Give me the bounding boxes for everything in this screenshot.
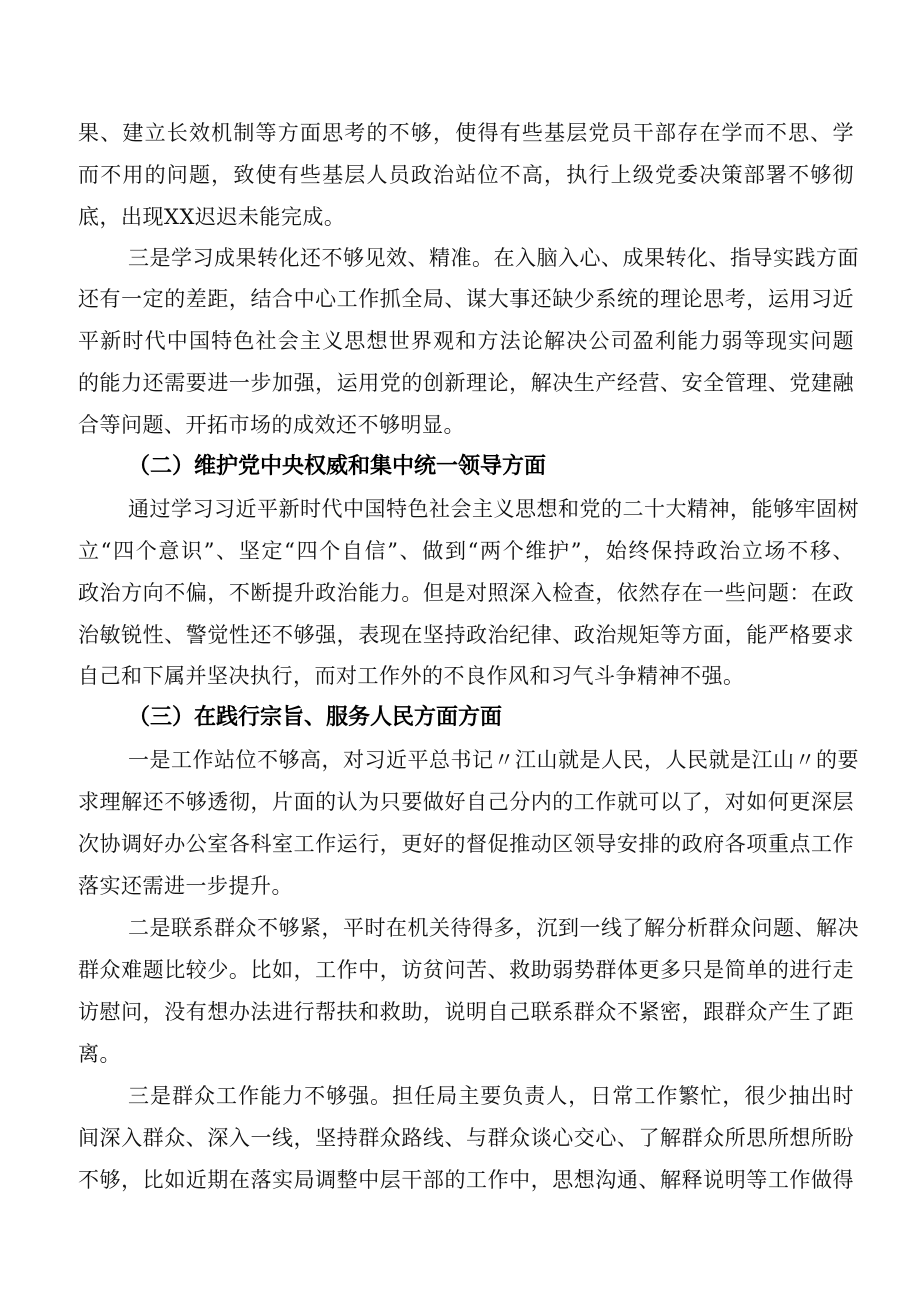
text-line: 不够，比如近期在落实局调整中层干部的工作中，思想沟通、解释说明等工作做得: [78, 1168, 854, 1192]
text-line: 二是联系群众不够紧，平时在机关待得多，沉到一线了解分析群众问题、解决: [128, 916, 859, 940]
text-line: 间深入群众、深入一线，坚持群众路线、与群众谈心交心、了解群众所思所想所盼: [78, 1126, 854, 1150]
text-line: 离。: [78, 1042, 121, 1066]
text-line: 落实还需进一步提升。: [78, 874, 293, 898]
text-line: 平新时代中国特色社会主义思想世界观和方法论解决公司盈利能力弱等现实问题: [78, 329, 854, 353]
text-line: 访慰问，没有想办法进行帮扶和救助，说明自己联系群众不紧密，跟群众产生了距: [78, 1000, 854, 1024]
text-line: 而不用的问题，致使有些基层人员政治站位不高，执行上级党委决策部署不够彻: [78, 163, 854, 187]
text-line: 治敏锐性、警觉性还不够强，表现在坚持政治纪律、政治规矩等方面，能严格要求: [78, 623, 854, 647]
text-line: 果、建立长效机制等方面思考的不够，使得有些基层党员干部存在学而不思、学: [78, 121, 854, 145]
text-line: 三是群众工作能力不够强。担任局主要负责人，日常工作繁忙，很少抽出时: [128, 1084, 854, 1108]
text-line: 一是工作站位不够高，对习近平总书记〃江山就是人民，人民就是江山〃的要: [128, 748, 859, 772]
text-line: 立“四个意识”、坚定“四个自信”、做到“两个维护”，始终保持政治立场不移、: [78, 539, 854, 563]
text-line: 还有一定的差距，结合中心工作抓全局、谋大事还缺少系统的理论思考，运用习近: [78, 287, 854, 311]
text-line: 的能力还需要进一步加强，运用党的创新理论，解决生产经营、安全管理、党建融: [78, 371, 854, 395]
text-line: 群众难题比较少。比如，工作中，访贫问苦、救助弱势群体更多只是简单的进行走: [78, 958, 854, 982]
section-heading: （三）在践行宗旨、服务人民方面方面: [128, 705, 503, 730]
section-heading: （二）维护党中央权威和集中统一领导方面: [128, 454, 547, 479]
text-line: 合等问题、开拓市场的成效还不够明显。: [78, 413, 465, 437]
text-line: 政治方向不偏，不断提升政治能力。但是对照深入检查，依然存在一些问题：在政: [78, 581, 854, 605]
text-line: 自己和下属并坚决执行，而对工作外的不良作风和习气斗争精神不强。: [78, 664, 745, 688]
text-line: 三是学习成果转化还不够见效、精准。在入脑入心、成果转化、指导实践方面: [128, 246, 859, 270]
text-line: 次协调好办公室各科室工作运行，更好的督促推动区领导安排的政府各项重点工作: [78, 832, 854, 856]
text-line: 通过学习习近平新时代中国特色社会主义思想和党的二十大精神，能够牢固树: [128, 497, 859, 521]
text-line: 求理解还不够透彻，片面的认为只要做好自己分内的工作就可以了，对如何更深层: [78, 790, 854, 814]
text-line: 底，出现XX迟迟未能完成。: [78, 205, 346, 229]
